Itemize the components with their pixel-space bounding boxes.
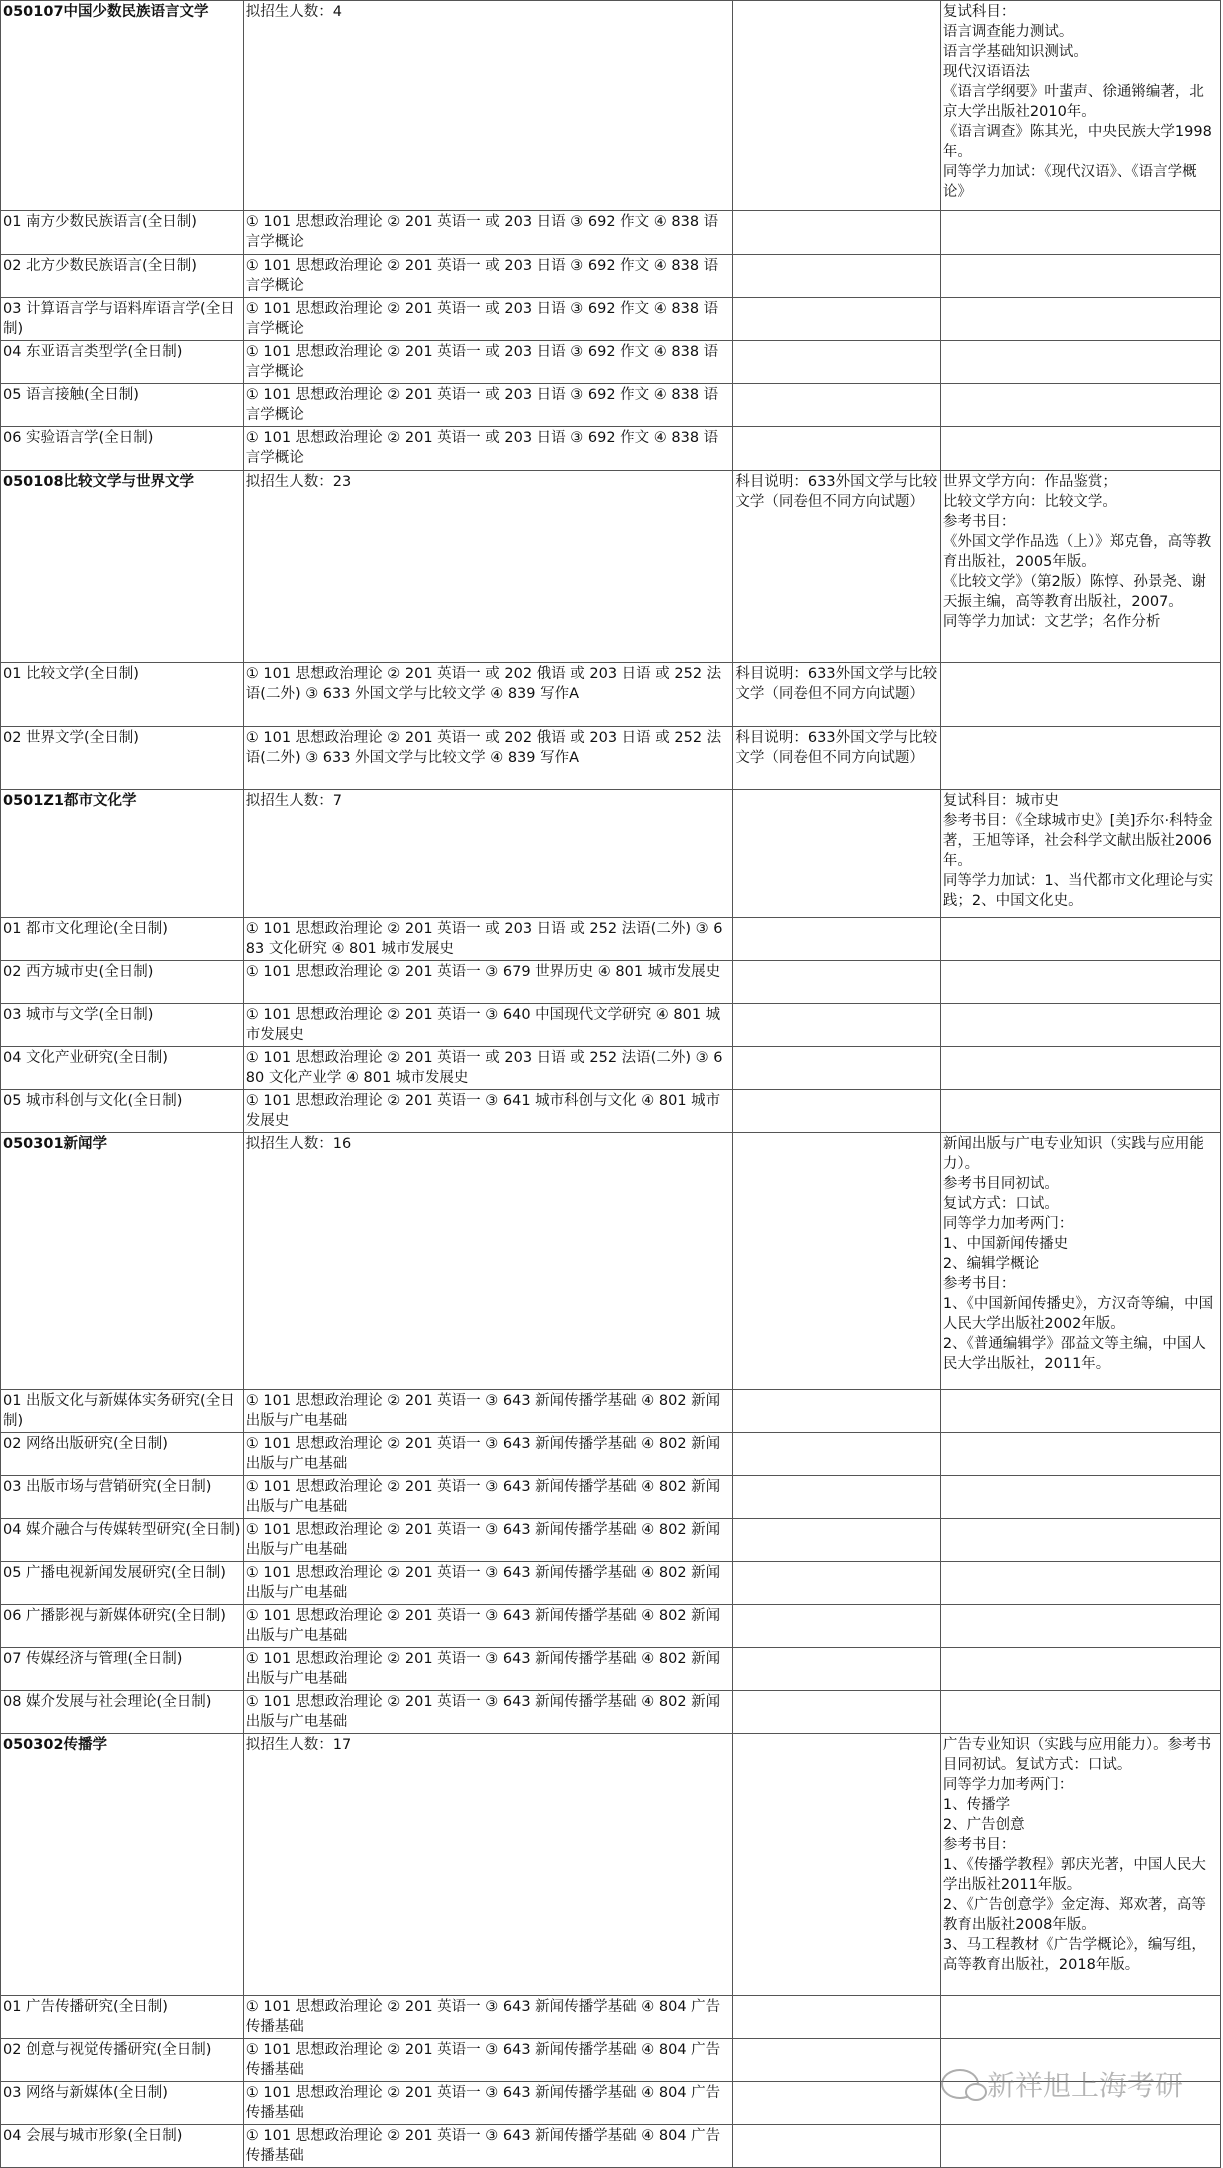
exam-subjects-cell: ① 101 思想政治理论 ② 201 英语一 或 203 日语 ③ 692 作文 ④ 838 语言学概论 bbox=[243, 211, 733, 255]
direction-row bbox=[1, 427, 1221, 471]
program-name-cell: 03 城市与文学(全日制) bbox=[1, 1004, 244, 1047]
subject-notes-cell bbox=[733, 384, 941, 427]
exam-subjects-cell: ① 101 思想政治理论 ② 201 英语一 ③ 643 新闻传播学基础 ④ 802 新闻出版与广电基础 bbox=[243, 1691, 733, 1734]
direction-row bbox=[1, 727, 1221, 790]
program-name-cell: 050302传播学 bbox=[1, 1734, 244, 1996]
reference-cell: 复试科目： 语言调查能力测试。 语言学基础知识测试。 现代汉语语法 《语言学纲要》叶蜚声、徐通锵编著，北京大学出版社2010年。 《语言调查》陈其光，中央民族大学1998年。 同等学力加试：《现代汉语》、《语言学概论》 bbox=[940, 1, 1220, 211]
exam-subjects-cell: 拟招生人数：4 bbox=[243, 1, 733, 211]
program-name-cell: 02 网络出版研究(全日制) bbox=[1, 1433, 244, 1476]
program-name-cell: 050301新闻学 bbox=[1, 1133, 244, 1390]
program-name-cell: 05 广播电视新闻发展研究(全日制) bbox=[1, 1562, 244, 1605]
subject-notes-cell bbox=[733, 1605, 941, 1648]
reference-cell bbox=[940, 2125, 1220, 2168]
subject-notes-cell bbox=[733, 1648, 941, 1691]
reference-cell bbox=[940, 1691, 1220, 1734]
exam-subjects-cell: ① 101 思想政治理论 ② 201 英语一 ③ 643 新闻传播学基础 ④ 802 新闻出版与广电基础 bbox=[243, 1562, 733, 1605]
exam-subjects-cell: ① 101 思想政治理论 ② 201 英语一 或 203 日语 ③ 692 作文 ④ 838 语言学概论 bbox=[243, 427, 733, 471]
exam-subjects-cell: ① 101 思想政治理论 ② 201 英语一 ③ 643 新闻传播学基础 ④ 802 新闻出版与广电基础 bbox=[243, 1605, 733, 1648]
subject-notes-cell: 科目说明：633外国文学与比较文学（同卷但不同方向试题） bbox=[733, 471, 941, 663]
program-name-cell: 04 文化产业研究(全日制) bbox=[1, 1047, 244, 1090]
subject-notes-cell bbox=[733, 2082, 941, 2125]
exam-subjects-cell: ① 101 思想政治理论 ② 201 英语一 或 202 俄语 或 203 日语 或 252 法语(二外) ③ 633 外国文学与比较文学 ④ 839 写作A bbox=[243, 727, 733, 790]
exam-subjects-cell: ① 101 思想政治理论 ② 201 英语一 ③ 643 新闻传播学基础 ④ 802 新闻出版与广电基础 bbox=[243, 1390, 733, 1433]
subject-notes-cell bbox=[733, 1996, 941, 2039]
exam-subjects-cell: ① 101 思想政治理论 ② 201 英语一 ③ 679 世界历史 ④ 801 城市发展史 bbox=[243, 961, 733, 1004]
reference-cell bbox=[940, 427, 1220, 471]
reference-cell bbox=[940, 918, 1220, 961]
program-name-cell: 03 计算语言学与语料库语言学(全日制) bbox=[1, 298, 244, 341]
program-header-row bbox=[1, 790, 1221, 918]
reference-cell bbox=[940, 341, 1220, 384]
subject-notes-cell: 科目说明：633外国文学与比较文学（同卷但不同方向试题） bbox=[733, 663, 941, 727]
exam-subjects-cell: ① 101 思想政治理论 ② 201 英语一 或 203 日语 ③ 692 作文 ④ 838 语言学概论 bbox=[243, 384, 733, 427]
direction-row bbox=[1, 1648, 1221, 1691]
program-name-cell: 02 创意与视觉传播研究(全日制) bbox=[1, 2039, 244, 2082]
exam-subjects-cell: 拟招生人数：16 bbox=[243, 1133, 733, 1390]
direction-row bbox=[1, 1996, 1221, 2039]
program-name-cell: 0501Z1都市文化学 bbox=[1, 790, 244, 918]
exam-subjects-cell: ① 101 思想政治理论 ② 201 英语一 或 203 日语 ③ 692 作文 ④ 838 语言学概论 bbox=[243, 298, 733, 341]
reference-cell bbox=[940, 255, 1220, 298]
direction-row bbox=[1, 918, 1221, 961]
program-name-cell: 03 网络与新媒体(全日制) bbox=[1, 2082, 244, 2125]
direction-row bbox=[1, 341, 1221, 384]
reference-cell: 复试科目：城市史 参考书目：《全球城市史》[美]乔尔·科特金著，王旭等译，社会科学文献出版社2006年。 同等学力加试：1、当代都市文化理论与实践；2、中国文化史。 bbox=[940, 790, 1220, 918]
program-name-cell: 06 广播影视与新媒体研究(全日制) bbox=[1, 1605, 244, 1648]
reference-cell: 广告专业知识（实践与应用能力）。参考书目同初试。复试方式：口试。 同等学力加考两门： 1、传播学 2、广告创意 参考书目： 1、《传播学教程》郭庆光著，中国人民大学出版社2011年版。 2、《广告创意学》金定海、郑欢著，高等教育出版社2008年版。 3、马工程教材《广告学概论》，编写组，高等教育出版社，2018年版。 bbox=[940, 1734, 1220, 1996]
reference-cell bbox=[940, 1476, 1220, 1519]
direction-row bbox=[1, 1605, 1221, 1648]
program-name-cell: 05 城市科创与文化(全日制) bbox=[1, 1090, 244, 1133]
reference-cell bbox=[940, 1996, 1220, 2039]
program-name-cell: 04 媒介融合与传媒转型研究(全日制) bbox=[1, 1519, 244, 1562]
reference-cell bbox=[940, 727, 1220, 790]
subject-notes-cell bbox=[733, 1562, 941, 1605]
program-name-cell: 03 出版市场与营销研究(全日制) bbox=[1, 1476, 244, 1519]
subject-notes-cell: 科目说明：633外国文学与比较文学（同卷但不同方向试题） bbox=[733, 727, 941, 790]
program-name-cell: 04 会展与城市形象(全日制) bbox=[1, 2125, 244, 2168]
subject-notes-cell bbox=[733, 1090, 941, 1133]
program-name-cell: 050108比较文学与世界文学 bbox=[1, 471, 244, 663]
subject-notes-cell bbox=[733, 1691, 941, 1734]
direction-row bbox=[1, 1090, 1221, 1133]
reference-cell bbox=[940, 1562, 1220, 1605]
exam-subjects-cell: ① 101 思想政治理论 ② 201 英语一 ③ 643 新闻传播学基础 ④ 804 广告传播基础 bbox=[243, 2082, 733, 2125]
subject-notes-cell bbox=[733, 918, 941, 961]
reference-cell bbox=[940, 1090, 1220, 1133]
program-name-cell: 01 比较文学(全日制) bbox=[1, 663, 244, 727]
program-name-cell: 08 媒介发展与社会理论(全日制) bbox=[1, 1691, 244, 1734]
reference-cell: 新闻出版与广电专业知识（实践与应用能力）。 参考书目同初试。 复试方式：口试。 同等学力加考两门： 1、中国新闻传播史 2、编辑学概论 参考书目： 1、《中国新闻传播史》，方汉奇等编，中国人民大学出版社2002年版。 2、《普通编辑学》邵益文等主编，中国人民大学出版社，2011年。 bbox=[940, 1133, 1220, 1390]
exam-subjects-cell: ① 101 思想政治理论 ② 201 英语一 或 203 日语 或 252 法语(二外) ③ 680 文化产业学 ④ 801 城市发展史 bbox=[243, 1047, 733, 1090]
reference-cell bbox=[940, 663, 1220, 727]
direction-row bbox=[1, 255, 1221, 298]
program-name-cell: 02 西方城市史(全日制) bbox=[1, 961, 244, 1004]
watermark bbox=[941, 2064, 1183, 2104]
reference-cell bbox=[940, 1519, 1220, 1562]
exam-subjects-cell: ① 101 思想政治理论 ② 201 英语一 ③ 643 新闻传播学基础 ④ 804 广告传播基础 bbox=[243, 1996, 733, 2039]
exam-subjects-cell: ① 101 思想政治理论 ② 201 英语一 ③ 641 城市科创与文化 ④ 801 城市发展史 bbox=[243, 1090, 733, 1133]
program-name-cell: 05 语言接触(全日制) bbox=[1, 384, 244, 427]
exam-subjects-cell: ① 101 思想政治理论 ② 201 英语一 或 202 俄语 或 203 日语 或 252 法语(二外) ③ 633 外国文学与比较文学 ④ 839 写作A bbox=[243, 663, 733, 727]
direction-row bbox=[1, 1519, 1221, 1562]
reference-cell bbox=[940, 1047, 1220, 1090]
reference-cell bbox=[940, 1648, 1220, 1691]
direction-row bbox=[1, 1047, 1221, 1090]
exam-subjects-cell: ① 101 思想政治理论 ② 201 英语一 或 203 日语 ③ 692 作文 ④ 838 语言学概论 bbox=[243, 341, 733, 384]
subject-notes-cell bbox=[733, 1433, 941, 1476]
subject-notes-cell bbox=[733, 211, 941, 255]
program-name-cell: 01 南方少数民族语言(全日制) bbox=[1, 211, 244, 255]
exam-subjects-cell: ① 101 思想政治理论 ② 201 英语一 ③ 643 新闻传播学基础 ④ 802 新闻出版与广电基础 bbox=[243, 1648, 733, 1691]
reference-cell bbox=[940, 298, 1220, 341]
subject-notes-cell bbox=[733, 2125, 941, 2168]
watermark-text: 新祥旭上海考研 bbox=[986, 2069, 1183, 2102]
reference-cell: 世界文学方向：作品鉴赏； 比较文学方向：比较文学。 参考书目： 《外国文学作品选（上）》郑克鲁，高等教育出版社，2005年版。 《比较文学》（第2版）陈惇、孙景尧、谢天振主编，高等教育出版社，2007。 同等学力加试：文艺学；名作分析 bbox=[940, 471, 1220, 663]
program-name-cell: 04 东亚语言类型学(全日制) bbox=[1, 341, 244, 384]
exam-subjects-cell: ① 101 思想政治理论 ② 201 英语一 ③ 643 新闻传播学基础 ④ 804 广告传播基础 bbox=[243, 2039, 733, 2082]
subject-notes-cell bbox=[733, 1390, 941, 1433]
direction-row bbox=[1, 1004, 1221, 1047]
subject-notes-cell bbox=[733, 1133, 941, 1390]
program-name-cell: 01 都市文化理论(全日制) bbox=[1, 918, 244, 961]
reference-cell bbox=[940, 1390, 1220, 1433]
subject-notes-cell bbox=[733, 1476, 941, 1519]
subject-notes-cell bbox=[733, 1, 941, 211]
direction-row bbox=[1, 211, 1221, 255]
program-header-row bbox=[1, 1, 1221, 211]
program-header-row bbox=[1, 1133, 1221, 1390]
direction-row bbox=[1, 1390, 1221, 1433]
subject-notes-cell bbox=[733, 1519, 941, 1562]
direction-row bbox=[1, 384, 1221, 427]
reference-cell bbox=[940, 961, 1220, 1004]
subject-notes-cell bbox=[733, 1047, 941, 1090]
subject-notes-cell bbox=[733, 341, 941, 384]
reference-cell bbox=[940, 1004, 1220, 1047]
subject-notes-cell bbox=[733, 255, 941, 298]
exam-subjects-cell: 拟招生人数：17 bbox=[243, 1734, 733, 1996]
exam-subjects-cell: ① 101 思想政治理论 ② 201 英语一 或 203 日语 或 252 法语(二外) ③ 683 文化研究 ④ 801 城市发展史 bbox=[243, 918, 733, 961]
exam-subjects-cell: ① 101 思想政治理论 ② 201 英语一 ③ 643 新闻传播学基础 ④ 802 新闻出版与广电基础 bbox=[243, 1519, 733, 1562]
exam-subjects-cell: ① 101 思想政治理论 ② 201 英语一 ③ 643 新闻传播学基础 ④ 802 新闻出版与广电基础 bbox=[243, 1476, 733, 1519]
subject-notes-cell bbox=[733, 961, 941, 1004]
subject-notes-cell bbox=[733, 2039, 941, 2082]
program-name-cell: 050107中国少数民族语言文学 bbox=[1, 1, 244, 211]
exam-subjects-cell: ① 101 思想政治理论 ② 201 英语一 ③ 643 新闻传播学基础 ④ 802 新闻出版与广电基础 bbox=[243, 1433, 733, 1476]
program-name-cell: 01 广告传播研究(全日制) bbox=[1, 1996, 244, 2039]
subject-notes-cell bbox=[733, 427, 941, 471]
direction-row bbox=[1, 298, 1221, 341]
exam-subjects-cell: ① 101 思想政治理论 ② 201 英语一 ③ 640 中国现代文学研究 ④ 801 城市发展史 bbox=[243, 1004, 733, 1047]
direction-row bbox=[1, 1691, 1221, 1734]
exam-subjects-cell: 拟招生人数：23 bbox=[243, 471, 733, 663]
direction-row bbox=[1, 961, 1221, 1004]
subject-notes-cell bbox=[733, 1734, 941, 1996]
program-header-row bbox=[1, 1734, 1221, 1996]
program-name-cell: 07 传媒经济与管理(全日制) bbox=[1, 1648, 244, 1691]
exam-subjects-cell: ① 101 思想政治理论 ② 201 英语一 ③ 643 新闻传播学基础 ④ 804 广告传播基础 bbox=[243, 2125, 733, 2168]
direction-row bbox=[1, 1433, 1221, 1476]
reference-cell bbox=[940, 1605, 1220, 1648]
direction-row bbox=[1, 663, 1221, 727]
exam-subjects-cell: 拟招生人数：7 bbox=[243, 790, 733, 918]
direction-row bbox=[1, 1476, 1221, 1519]
exam-subjects-cell: ① 101 思想政治理论 ② 201 英语一 或 203 日语 ③ 692 作文 ④ 838 语言学概论 bbox=[243, 255, 733, 298]
program-name-cell: 06 实验语言学(全日制) bbox=[1, 427, 244, 471]
program-name-cell: 02 北方少数民族语言(全日制) bbox=[1, 255, 244, 298]
reference-cell bbox=[940, 1433, 1220, 1476]
reference-cell bbox=[940, 211, 1220, 255]
direction-row bbox=[1, 1562, 1221, 1605]
direction-row bbox=[1, 2125, 1221, 2168]
subject-notes-cell bbox=[733, 790, 941, 918]
program-header-row bbox=[1, 471, 1221, 663]
wechat-icon bbox=[941, 2069, 979, 2099]
subject-notes-cell bbox=[733, 298, 941, 341]
reference-cell bbox=[940, 384, 1220, 427]
program-name-cell: 02 世界文学(全日制) bbox=[1, 727, 244, 790]
program-name-cell: 01 出版文化与新媒体实务研究(全日制) bbox=[1, 1390, 244, 1433]
subject-notes-cell bbox=[733, 1004, 941, 1047]
